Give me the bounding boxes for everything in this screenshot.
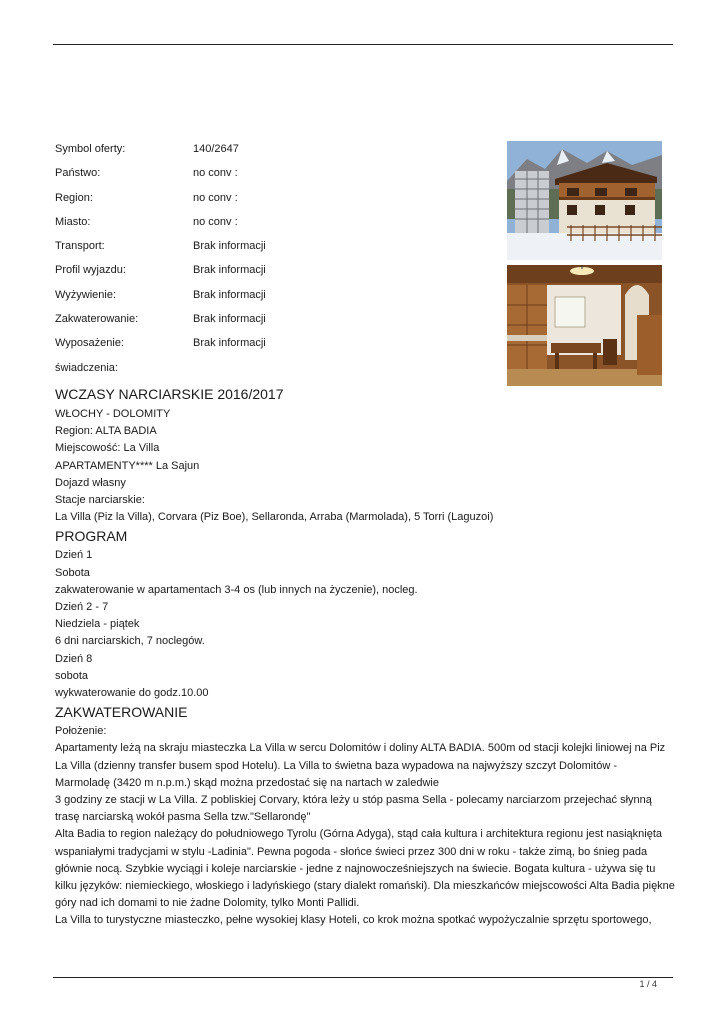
- offer-row: [55, 311, 495, 335]
- text-line: Sobota: [55, 566, 90, 579]
- offer-label: Symbol oferty:: [55, 143, 126, 155]
- offer-label: Zakwaterowanie:: [55, 313, 139, 326]
- offer-row: [55, 190, 495, 214]
- text-line: WŁOCHY - DOLOMITY: [55, 408, 171, 420]
- offer-info-table: [55, 141, 495, 384]
- text-paragraph: 3 godziny ze stacji w La Villa. Z pobliskiej Corvary, która leży u stóp pasma Sella - polecamy narciarzom przejechać słynną trasę narciarską wokół pasma Sella tzw."Sellarondę": [55, 794, 652, 824]
- text-line: Dojazd własny: [55, 476, 126, 489]
- offer-label: świadczenia:: [55, 361, 118, 374]
- text-paragraph: Alta Badia to region należący do południowego Tyrolu (Górna Adyga), stąd cała kultura i architektura regionu jest nasiąknięta wspaniałymi tradycjami w stylu -Ladinia". Pewna pogoda - słońce świeci przez 300 dni w roku - także zimą, bo śnieg pada głównie nocą. Szybkie wyciągi i koleje narciarskie - jedne z najnowocześniejszych na świecie. Bogata kultura - używa się tu kilku języków: niemieckiego, włoskiego i ladyńskiego (stary dialekt romański). Dla mieszkańców miejscowości Alta Badia piękne góry nad ich domami to nie żadne Dolomity, tylko Monti Pallidi.: [55, 828, 675, 910]
- offer-row: [55, 165, 495, 189]
- offer-row: [55, 141, 495, 165]
- offer-label: Transport:: [55, 240, 105, 253]
- offer-label: Wyżywienie:: [55, 288, 117, 301]
- offer-value: Brak informacji: [193, 313, 266, 326]
- offer-row: [55, 214, 495, 238]
- text-line: wykwaterowanie do godz.10.00: [55, 687, 209, 700]
- offer-value: Brak informacji: [193, 240, 266, 253]
- offer-row: [55, 287, 495, 311]
- apartment-interior-photo: [507, 265, 662, 386]
- offer-label: Państwo:: [55, 167, 101, 180]
- text-line: La Villa (Piz la Villa), Corvara (Piz Boe), Sellaronda, Arraba (Marmolada), 5 Torri (Laguzoi): [55, 511, 494, 524]
- section-title-accommodation: ZAKWATEROWANIE: [55, 704, 188, 721]
- accommodation-block: [55, 723, 680, 929]
- offer-value: no conv :: [193, 167, 238, 180]
- offer-label: Miasto:: [55, 215, 91, 228]
- header-rule: [53, 44, 673, 45]
- page-number: 1 / 4: [639, 979, 657, 989]
- text-paragraph: La Villa to turystyczne miasteczko, pełne wysokiej klasy Hoteli, co krok można spotkać wypożyczalnie sprzętu sportowego,: [55, 914, 652, 927]
- text-line: Dzień 8: [55, 652, 93, 665]
- text-line: Dzień 1: [55, 549, 93, 562]
- text-line: Region: ALTA BADIA: [55, 425, 157, 438]
- section-title-program: PROGRAM: [55, 528, 128, 545]
- chalet-exterior-photo: [507, 141, 662, 260]
- text-paragraph: Apartamenty leżą na skraju miasteczka La Villa w sercu Dolomitów i doliny ALTA BADIA. 500m od stacji kolejki liniowej na Piz La Villa (dzienny transfer busem spod Hotelu). La Villa to świetna baza wypadowa na najwyższy szczyt Dolomitów - Marmoladę (3420 m n.p.m.) skąd można przedostać się na nartach w zaledwie: [55, 742, 666, 789]
- text-line: zakwaterowanie w apartamentach 3-4 os (lub innych na życzenie), nocleg.: [55, 583, 418, 596]
- offer-value: 140/2647: [193, 143, 239, 155]
- footer-rule: [53, 977, 673, 978]
- program-block: [55, 547, 680, 702]
- intro-block: [55, 406, 680, 526]
- offer-value: Brak informacji: [193, 337, 266, 350]
- text-line: Niedziela - piątek: [55, 618, 140, 631]
- offer-row: [55, 262, 495, 286]
- offer-value: Brak informacji: [193, 288, 266, 301]
- text-line: Dzień 2 - 7: [55, 601, 109, 614]
- text-line: APARTAMENTY**** La Sajun: [55, 459, 200, 472]
- offer-value: Brak informacji: [193, 264, 266, 277]
- offer-row: [55, 360, 495, 384]
- offer-row: [55, 335, 495, 359]
- section-title-ski-holidays: WCZASY NARCIARSKIE 2016/2017: [55, 386, 284, 402]
- offer-label: Profil wyjazdu:: [55, 264, 126, 277]
- offer-description: [55, 386, 680, 930]
- offer-label: Region:: [55, 191, 93, 204]
- text-line: sobota: [55, 669, 89, 682]
- offer-row: [55, 238, 495, 262]
- text-line: Miejscowość: La Villa: [55, 442, 160, 455]
- offer-value: no conv :: [193, 191, 238, 204]
- offer-value: no conv :: [193, 215, 238, 228]
- text-line: Stacje narciarskie:: [55, 494, 145, 507]
- text-paragraph: Położenie:: [55, 725, 107, 738]
- text-line: 6 dni narciarskich, 7 noclegów.: [55, 635, 205, 648]
- offer-label: Wyposażenie:: [55, 337, 124, 350]
